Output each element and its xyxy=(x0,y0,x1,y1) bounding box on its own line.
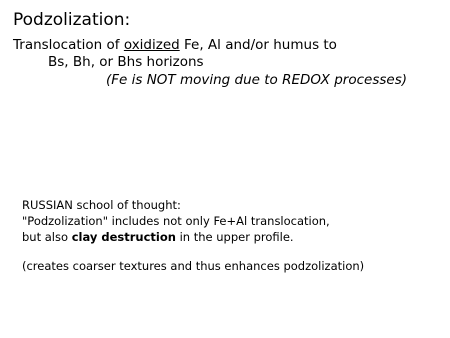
redox-note: (Fe is NOT moving due to REDOX processes) xyxy=(106,72,407,88)
slide-title: Podzolization: xyxy=(13,10,131,30)
russian-school-line-3-pre: but also xyxy=(22,230,72,244)
definition-line-1-post: Fe, Al and/or humus to xyxy=(179,37,337,53)
russian-school-line-3-post: in the upper profile. xyxy=(175,230,294,244)
coarser-textures-note: (creates coarser textures and thus enhances podzolization) xyxy=(22,259,365,273)
clay-destruction-bold-term: clay destruction xyxy=(71,230,176,244)
russian-school-line-3 xyxy=(22,229,294,245)
definition-line-1-pre: Translocation of xyxy=(13,37,124,53)
russian-school-heading: RUSSIAN school of thought: xyxy=(22,198,181,212)
russian-school-line-2: "Podzolization" includes not only Fe+Al translocation, xyxy=(22,214,330,228)
oxidized-underlined-term: oxidized xyxy=(123,37,180,53)
definition-line-2: Bs, Bh, or Bhs horizons xyxy=(48,54,204,70)
definition-line-1 xyxy=(13,37,337,54)
